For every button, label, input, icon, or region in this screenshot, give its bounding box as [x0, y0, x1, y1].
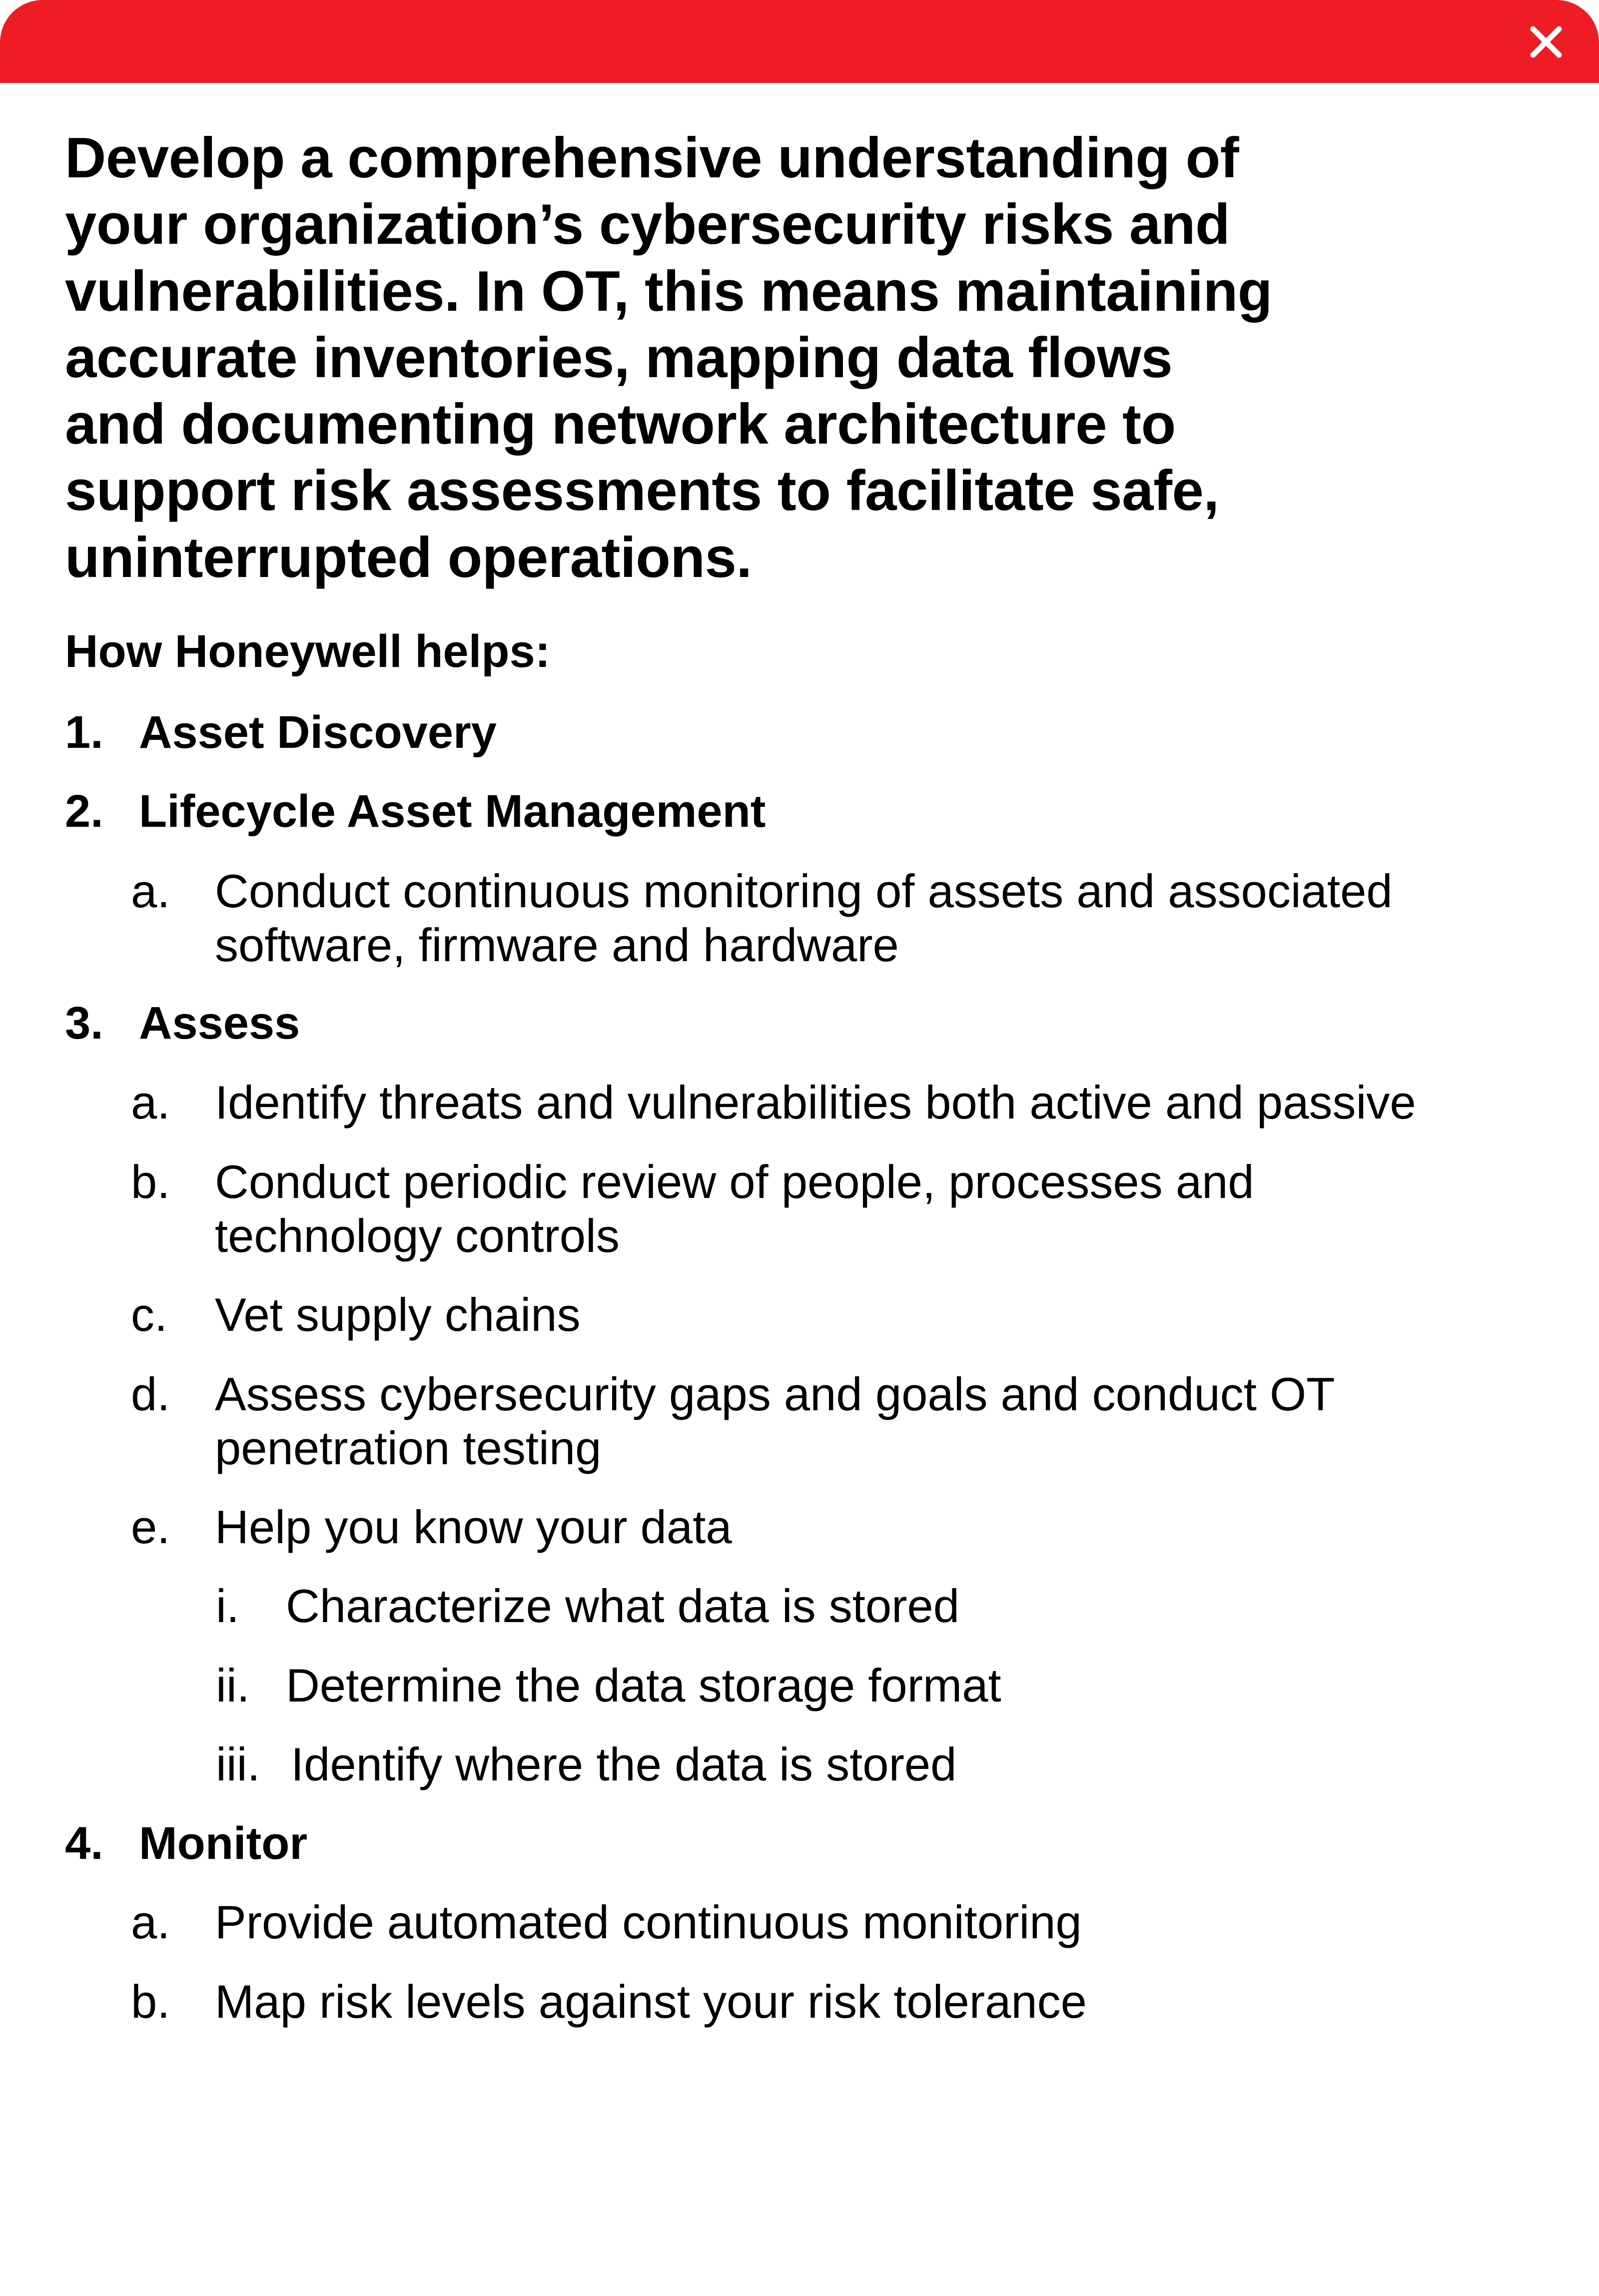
intro-section [65, 125, 1554, 591]
sub-item-line: Provide automated continuous monitoring [215, 1896, 1082, 1948]
sub-item-marker: d. [131, 1368, 170, 1420]
sub-sub-item-marker: i. [216, 1580, 239, 1632]
close-icon [1522, 18, 1570, 66]
sub-item-text [215, 1155, 1254, 1263]
list-marker: 3. [65, 998, 103, 1049]
list-marker: 4. [65, 1818, 103, 1869]
sub-item-text [215, 864, 1393, 972]
sub-item-line: Help you know your data [215, 1501, 732, 1553]
intro-line: uninterrupted operations. [65, 526, 752, 589]
sub-item-marker: c. [131, 1288, 168, 1341]
sub-sub-item-text: Characterize what data is stored [286, 1580, 959, 1632]
intro-line: vulnerabilities. In OT, this means maintaining [65, 259, 1272, 323]
intro-line: support risk assessments to facilitate safe, [65, 459, 1219, 523]
sub-sub-item-marker: ii. [216, 1659, 250, 1712]
sub-item-marker: e. [131, 1501, 170, 1553]
sub-item-marker: a. [131, 1896, 170, 1948]
list-item-label: Asset Discovery [139, 707, 497, 758]
sub-item-marker: a. [131, 865, 170, 917]
intro-line: Develop a comprehensive understanding of [65, 126, 1239, 190]
sub-item-text [215, 1500, 732, 1554]
sub-item-line: penetration testing [215, 1422, 602, 1474]
list-item-label: Assess [139, 998, 300, 1049]
close-button[interactable] [1522, 18, 1570, 66]
sub-item-line: Identify threats and vulnerabilities both active and passive [215, 1076, 1416, 1129]
sub-item-marker: b. [131, 1975, 170, 2028]
sub-item-line: Assess cybersecurity gaps and goals and conduct OT [215, 1368, 1335, 1420]
list-marker: 2. [65, 786, 103, 837]
header-bar [0, 0, 1599, 83]
sub-item-text [215, 1288, 581, 1342]
intro-line: and documenting network architecture to [65, 393, 1176, 457]
sub-item-text [215, 1076, 1416, 1130]
intro-line: your organization’s cybersecurity risks and [65, 193, 1230, 257]
sub-sub-item-text: Identify where the data is stored [291, 1738, 957, 1790]
sub-sub-item-text: Determine the data storage format [286, 1659, 1001, 1712]
list-item-label: Monitor [139, 1818, 308, 1869]
sub-item-line: Conduct continuous monitoring of assets and associated [215, 865, 1393, 917]
intro-heading [65, 125, 1554, 591]
sub-item-text [215, 1895, 1082, 1949]
sub-item-marker: a. [131, 1076, 170, 1129]
sub-item-line: Vet supply chains [215, 1288, 581, 1341]
sub-item-line: Map risk levels against your risk tolerance [215, 1975, 1087, 2028]
list-item-label: Lifecycle Asset Management [139, 786, 766, 837]
helps-label: How Honeywell helps: [65, 626, 551, 677]
sub-item-text [215, 1975, 1087, 2029]
sub-item-line: software, firmware and hardware [215, 919, 899, 971]
intro-line: accurate inventories, mapping data flows [65, 326, 1173, 390]
sub-item-marker: b. [131, 1155, 170, 1208]
sub-sub-item-marker: iii. [216, 1738, 260, 1790]
sub-item-line: Conduct periodic review of people, processes and [215, 1155, 1254, 1208]
list-marker: 1. [65, 707, 103, 758]
sub-item-line: technology controls [215, 1209, 620, 1262]
sub-item-text [215, 1367, 1335, 1475]
